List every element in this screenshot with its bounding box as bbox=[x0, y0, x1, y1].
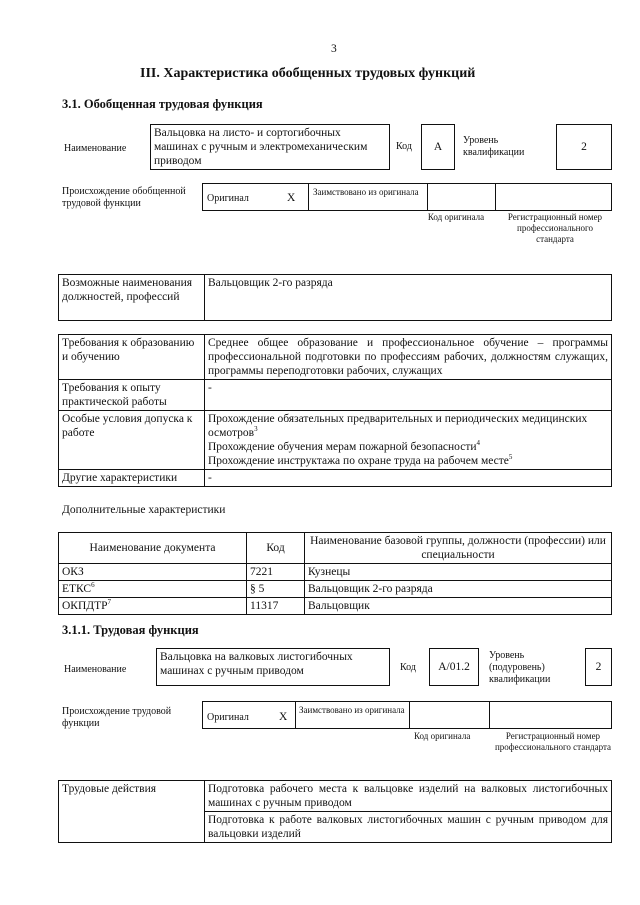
gtf-reg-number-label: Регистрационный номер профессионального стандарта bbox=[507, 212, 603, 244]
tf-name-label: Наименование bbox=[64, 664, 127, 675]
table-row bbox=[59, 781, 612, 812]
divider bbox=[308, 184, 309, 210]
code-cell: 11317 bbox=[247, 598, 305, 615]
code-cell: § 5 bbox=[247, 581, 305, 598]
gtf-borrowed-label: Заимствовано из оригинала bbox=[313, 187, 419, 197]
footnote-ref: 4 bbox=[476, 439, 481, 448]
divider bbox=[295, 702, 296, 728]
action-item: Подготовка к работе валковых листогибочных машин с ручным приводом для вальцовки изделий bbox=[205, 812, 612, 843]
gtf-original-mark: X bbox=[287, 192, 296, 204]
tf-code-label: Код bbox=[400, 662, 416, 673]
footnote-ref: 3 bbox=[254, 425, 258, 434]
tf-reg-number-label: Регистрационный номер профессионального стандарта bbox=[494, 731, 612, 752]
additional-heading: Дополнительные характеристики bbox=[62, 504, 226, 516]
additional-table bbox=[58, 532, 612, 615]
positions-value: Вальцовщик 2-го разряда bbox=[205, 275, 612, 321]
tf-origin-label: Происхождение трудовой функции bbox=[62, 706, 172, 729]
divider bbox=[489, 702, 490, 728]
page-number: 3 bbox=[331, 43, 337, 55]
requirements-table bbox=[58, 334, 612, 487]
doc-cell bbox=[59, 598, 247, 615]
divider bbox=[427, 184, 428, 210]
gtf-code-label: Код bbox=[396, 141, 412, 152]
requirement-label: Другие характеристики bbox=[59, 470, 205, 487]
gtf-level-label: Уровень квалификации bbox=[463, 135, 525, 158]
tf-level-label: Уровень (подуровень) квалификации bbox=[489, 650, 551, 685]
gtf-code-field: А bbox=[421, 124, 455, 170]
code-cell: 7221 bbox=[247, 564, 305, 581]
tf-origin-box bbox=[202, 701, 612, 729]
doc-cell bbox=[59, 581, 247, 598]
tf-code-original-label: Код оригинала bbox=[414, 731, 471, 741]
requirement-value: - bbox=[205, 380, 612, 411]
table-row bbox=[59, 581, 612, 598]
tf-original-label: Оригинал bbox=[207, 712, 249, 723]
requirement-line: Прохождение обязательных предварительных и периодических медицинских осмотров bbox=[208, 413, 588, 439]
name-cell: Вальцовщик 2-го разряда bbox=[305, 581, 612, 598]
requirement-value: - bbox=[205, 470, 612, 487]
tf-name-field: Вальцовка на валковых листогибочных машинах с ручным приводом bbox=[156, 648, 390, 686]
gtf-heading: 3.1. Обобщенная трудовая функция bbox=[62, 97, 263, 111]
gtf-level-field: 2 bbox=[556, 124, 612, 170]
divider bbox=[409, 702, 410, 728]
table-row bbox=[59, 470, 612, 487]
table-header-row bbox=[59, 533, 612, 564]
requirement-line: Прохождение инструктажа по охране труда на рабочем месте bbox=[208, 455, 509, 467]
column-header-name: Наименование базовой группы, должности (профессии) или специальности bbox=[305, 533, 612, 564]
section-title: III. Характеристика обобщенных трудовых функций bbox=[140, 66, 476, 81]
doc-cell bbox=[59, 564, 247, 581]
tf-code-field: А/01.2 bbox=[429, 648, 479, 686]
requirement-label: Требования к опыту практической работы bbox=[59, 380, 205, 411]
column-header-code: Код bbox=[247, 533, 305, 564]
tf-heading: 3.1.1. Трудовая функция bbox=[62, 623, 199, 637]
gtf-original-label: Оригинал bbox=[207, 193, 249, 204]
requirement-label: Требования к образованию и обучению bbox=[59, 335, 205, 380]
name-cell: Вальцовщик bbox=[305, 598, 612, 615]
actions-table bbox=[58, 780, 612, 843]
table-row bbox=[59, 380, 612, 411]
tf-level-field: 2 bbox=[585, 648, 612, 686]
footnote-ref: 6 bbox=[91, 581, 95, 590]
divider bbox=[495, 184, 496, 210]
action-item: Подготовка рабочего места к вальцовке изделий на валковых листогибочных машинах с ручным приводом bbox=[205, 781, 612, 812]
positions-table bbox=[58, 274, 612, 321]
positions-label: Возможные наименования должностей, профессий bbox=[59, 275, 205, 321]
gtf-origin-label: Происхождение обобщенной трудовой функции bbox=[62, 186, 186, 209]
name-cell: Кузнецы bbox=[305, 564, 612, 581]
requirement-label: Особые условия допуска к работе bbox=[59, 411, 205, 470]
doc-name: ОКПДТР bbox=[62, 600, 108, 612]
tf-original-mark: X bbox=[279, 711, 288, 723]
table-row bbox=[59, 411, 612, 470]
table-row bbox=[59, 335, 612, 380]
requirement-value bbox=[205, 411, 612, 470]
column-header-document: Наименование документа bbox=[59, 533, 247, 564]
gtf-name-field: Вальцовка на листо- и сортогибочных машинах с ручным и электромеханическим приводом bbox=[150, 124, 390, 170]
requirement-line: Прохождение обучения мерам пожарной безопасности bbox=[208, 441, 477, 453]
footnote-ref: 5 bbox=[508, 453, 513, 462]
table-row bbox=[59, 564, 612, 581]
actions-label: Трудовые действия bbox=[59, 781, 205, 843]
footnote-ref: 7 bbox=[107, 598, 112, 607]
doc-name: ОКЗ bbox=[62, 566, 84, 578]
gtf-code-original-label: Код оригинала bbox=[427, 212, 485, 222]
table-row bbox=[59, 598, 612, 615]
doc-name: ЕТКС bbox=[62, 583, 92, 595]
gtf-origin-box bbox=[202, 183, 612, 211]
tf-borrowed-label: Заимствовано из оригинала bbox=[299, 705, 405, 715]
gtf-name-label: Наименование bbox=[64, 143, 127, 154]
requirement-value: Среднее общее образование и профессиональное обучение – программы профессиональной подготовки по профессиям рабочих, должностям служащих, программы переподготовки рабочих, служащих bbox=[205, 335, 612, 380]
